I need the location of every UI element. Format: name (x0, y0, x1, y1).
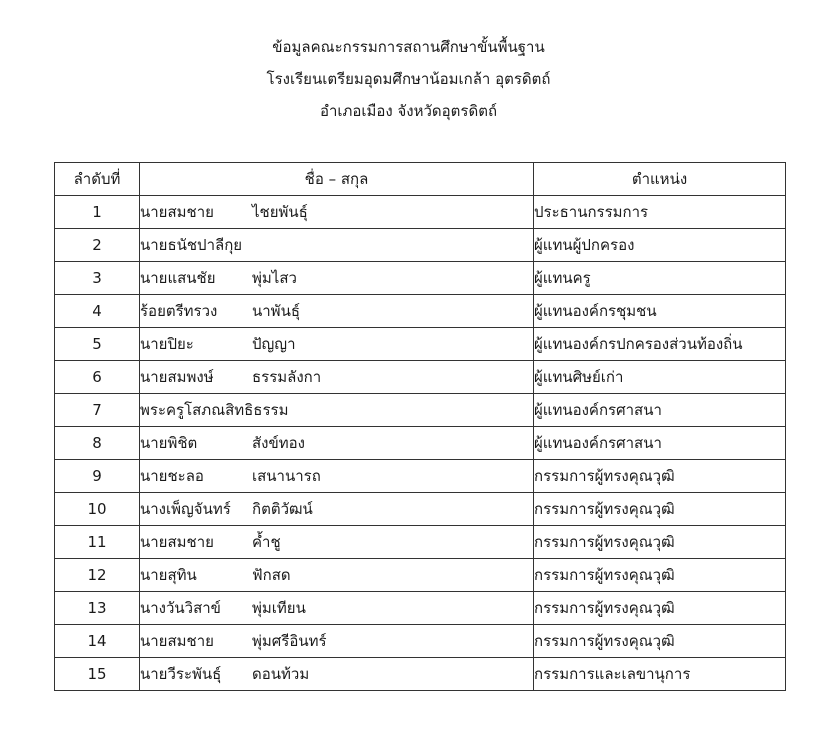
member-last-name: พุ่มศรีอินทร์ (252, 632, 327, 650)
member-last-name: ปัญญา (252, 335, 296, 353)
member-last-name: ฟักสด (252, 566, 291, 584)
member-first-name: นายสมพงษ์ (140, 368, 214, 386)
member-position: ผู้แทนครู (534, 262, 786, 295)
member-last-name: พุ่มไสว (252, 269, 297, 287)
row-number: 10 (55, 493, 140, 526)
member-position: ผู้แทนองค์กรศาสนา (534, 394, 786, 427)
member-first-name: นายแสนชัย (140, 269, 216, 287)
column-header-name: ชื่อ – สกุล (140, 163, 534, 196)
member-first-name: นายสมชาย (140, 203, 214, 221)
member-first-name: นายสมชาย (140, 632, 214, 650)
member-position: ผู้แทนศิษย์เก่า (534, 361, 786, 394)
member-first-name: ร้อยตรีทรวง (140, 302, 218, 320)
member-first-name: นายพิชิต (140, 434, 198, 452)
member-position: ผู้แทนผู้ปกครอง (534, 229, 786, 262)
table-body (55, 196, 786, 691)
member-first-name: นายชะลอ (140, 467, 204, 485)
member-name (140, 460, 534, 493)
table-row (55, 559, 786, 592)
member-last-name: เสนานารถ (252, 467, 321, 485)
table-row (55, 328, 786, 361)
member-first-name: นายสุทิน (140, 566, 197, 584)
committee-table (54, 162, 786, 691)
member-first-name: นางเพ็ญจันทร์ (140, 500, 231, 518)
member-position: กรรมการและเลขานุการ (534, 658, 786, 691)
row-number: 1 (55, 196, 140, 229)
row-number: 3 (55, 262, 140, 295)
row-number: 11 (55, 526, 140, 559)
member-name (140, 394, 534, 427)
table-row (55, 625, 786, 658)
member-name (140, 295, 534, 328)
member-name (140, 196, 534, 229)
member-name (140, 493, 534, 526)
member-position: กรรมการผู้ทรงคุณวุฒิ (534, 592, 786, 625)
member-name (140, 625, 534, 658)
row-number: 2 (55, 229, 140, 262)
member-first-name: นายสมชาย (140, 533, 214, 551)
table-row (55, 295, 786, 328)
table-row (55, 592, 786, 625)
table-row (55, 262, 786, 295)
school-name: โรงเรียนเตรียมอุดมศึกษาน้อมเกล้า อุตรดิตถ์ (266, 70, 551, 88)
member-name (140, 658, 534, 691)
member-position: ผู้แทนองค์กรศาสนา (534, 427, 786, 460)
member-first-name: นายธนัชปาลีกุย (140, 236, 243, 254)
member-last-name: พุ่มเทียน (252, 599, 306, 617)
table-row (55, 394, 786, 427)
table-row (55, 196, 786, 229)
member-name (140, 328, 534, 361)
member-name (140, 559, 534, 592)
row-number: 8 (55, 427, 140, 460)
document-title: ข้อมูลคณะกรรมการสถานศึกษาขั้นพื้นฐาน (272, 38, 545, 56)
table-row (55, 526, 786, 559)
row-number: 13 (55, 592, 140, 625)
member-first-name: นางวันวิสาข์ (140, 599, 221, 617)
table-row (55, 460, 786, 493)
column-header-position: ตำแหน่ง (534, 163, 786, 196)
row-number: 7 (55, 394, 140, 427)
member-position: กรรมการผู้ทรงคุณวุฒิ (534, 526, 786, 559)
school-location: อำเภอเมือง จังหวัดอุตรดิตถ์ (319, 102, 498, 120)
member-name (140, 262, 534, 295)
member-first-name: นายวีระพันธุ์ (140, 665, 222, 683)
member-last-name: กิตติวัฒน์ (252, 500, 313, 518)
table-row (55, 361, 786, 394)
member-position: กรรมการผู้ทรงคุณวุฒิ (534, 493, 786, 526)
row-number: 5 (55, 328, 140, 361)
table-header-row (55, 163, 786, 196)
member-first-name: นายปิยะ (140, 335, 194, 353)
member-position: กรรมการผู้ทรงคุณวุฒิ (534, 559, 786, 592)
row-number: 9 (55, 460, 140, 493)
table-row (55, 658, 786, 691)
member-position: กรรมการผู้ทรงคุณวุฒิ (534, 625, 786, 658)
member-last-name: ธรรมลังกา (252, 368, 322, 386)
member-last-name: ดอนท้วม (252, 665, 310, 683)
table-row (55, 427, 786, 460)
row-number: 4 (55, 295, 140, 328)
member-position: ประธานกรรมการ (534, 196, 786, 229)
member-last-name: นาพันธุ์ (252, 302, 300, 320)
member-name (140, 592, 534, 625)
table-row (55, 229, 786, 262)
member-name (140, 361, 534, 394)
row-number: 6 (55, 361, 140, 394)
column-header-number: ลำดับที่ (55, 163, 140, 196)
member-last-name: ไชยพันธุ์ (252, 203, 308, 221)
row-number: 15 (55, 658, 140, 691)
member-name (140, 526, 534, 559)
member-last-name: สังข์ทอง (252, 434, 305, 452)
member-position: ผู้แทนองค์กรชุมชน (534, 295, 786, 328)
row-number: 12 (55, 559, 140, 592)
row-number: 14 (55, 625, 140, 658)
table-row (55, 493, 786, 526)
member-position: ผู้แทนองค์กรปกครองส่วนท้องถิ่น (534, 328, 786, 361)
member-position: กรรมการผู้ทรงคุณวุฒิ (534, 460, 786, 493)
member-last-name: ค้ำชู (252, 533, 281, 551)
member-name (140, 229, 534, 262)
member-first-name: พระครูโสภณสิทธิธรรม (140, 401, 289, 419)
member-name (140, 427, 534, 460)
